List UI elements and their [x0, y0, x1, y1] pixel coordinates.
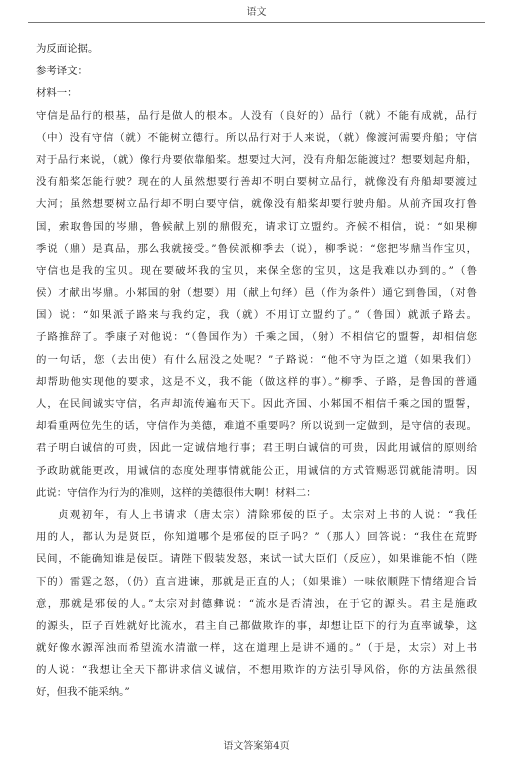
text-line: 用的人，都认为是贤臣，你知道哪个是邪佞的臣子吗？”（那人）回答说：“我住在荒野 — [36, 531, 477, 544]
text-line: 的一句话，您（去出使）有什么屈没之处呢？”子路说：“他不守为臣之道（如果我们） — [36, 353, 477, 366]
page-header — [28, 6, 485, 23]
text-line: （中）没有守信（就）不能树立德行。所以品行对于人来说，（就）像渡河需要舟船；守信 — [36, 131, 477, 144]
text-line: 国，索取鲁国的岑鼎，鲁候献上别的鼎假充，请求订立盟约。齐候不相信，说：“如果柳 — [36, 220, 477, 233]
text-line: 民间，不能确知谁是佞臣。请陛下假装发怒，来试一试大臣们（反应），如果谁能不怕（陛 — [36, 553, 477, 566]
text-line: 子路推辞了。季康子对他说：“（鲁国作为）千乘之国，（射）不相信它的盟誓，却相信您 — [36, 331, 477, 344]
page-footer — [0, 740, 513, 754]
text-line: 国）说：“如果派子路来与我约定，我（就）不用订立盟约了。”（鲁国）就派子路去。 — [36, 309, 477, 322]
text-line: 却看重两位先生的话，守信作为美德，难道不重要吗？所以说到一定做到，是守信的表现。 — [36, 420, 477, 433]
text-line: 下的）雷霆之怒，（仍）直言进谏，那就是正直的人；（如果谁）一味依顺陛下情绪迎合旨 — [36, 575, 477, 588]
section-heading: 材料一： — [36, 87, 78, 100]
text-line: 对于品行来说，（就）像行舟要依靠船桨。想要过大河，没有舟船怎能渡过？想要划起舟船， — [36, 153, 477, 166]
text-line: 的源头，臣子百姓就好比流水，君主自己都做欺诈的事，却想让臣下的行为直率诚挚，这 — [36, 619, 477, 632]
text-line: 此说：守信作为行为的准则，这样的美德很伟大啊！材料二： — [36, 486, 317, 499]
text-line: 没有船桨怎能行驶？现在的人虽然想要行善却不明白要树立品行，就像没有舟船却要渡过 — [36, 176, 477, 189]
text-line: 好，但我不能采纳。” — [36, 686, 130, 699]
document-body — [36, 38, 477, 704]
text-line: 参考译文： — [36, 65, 88, 78]
text-line: 意，那就是邪佞的人。”太宗对封德彝说：“流水是否清浊，在于它的源头。君主是施政 — [36, 597, 477, 610]
text-line: 的人说：“我想让全天下都讲求信义诚信，不想用欺诈的方法引导风俗，你的方法虽然很 — [36, 664, 477, 677]
text-line: 守信也是我的宝贝。现在要破坏我的宝贝，来保全您的宝贝，这是我难以办到的。”（鲁 — [36, 264, 477, 277]
text-line: 人，在民间诚实守信，名声却流传遍布天下。因此齐国、小邾国不相信千乘之国的盟誓， — [36, 398, 477, 410]
text-line: 守信是品行的根基，品行是做人的根本。人没有（良好的）品行（就）不能有成就，品行 — [36, 109, 477, 122]
text-line: 却帮助他实现他的要求，这是不义，我不能（做这样的事）。”柳季、子路，是鲁国的普通 — [36, 375, 477, 388]
text-line: 侯）才献出岑鼎。小邾国的射（想要）用（献上句绎）邑（作为条件）通它到鲁国，（对鲁 — [36, 287, 477, 300]
text-line: 大河；虽然想要树立品行却不明白要守信，就像没有船桨却要行驶舟船。从前齐国攻打鲁 — [36, 198, 477, 211]
text-line: 就好像水源浑浊而希望流水清澈一样，这在道理上是讲不通的。”（于是，太宗）对上书 — [36, 642, 477, 655]
text-line: 予政助就能更改，用诚信的态度处理事情就能公正，用诚信的方式管赐恶罚就能清明。因 — [36, 464, 477, 477]
text-line: 贞观初年，有人上书请求（唐太宗）清除邪佞的臣子。太宗对上书的人说：“我任 — [58, 508, 477, 521]
page-number: 语文答案第4页 — [223, 741, 290, 752]
text-line: 为反面论据。 — [36, 43, 99, 55]
text-line: 季说（鼎）是真品，那么我就接受。”鲁侯派柳季去（说），柳季说：“您把岑鼎当作宝贝， — [36, 242, 477, 255]
header-title: 语文 — [246, 7, 267, 18]
text-line: 君子明白诚信的可贵，因此一定诚信地行事；君王明白诚信的可贵，因此用诚信的原则给 — [36, 442, 477, 455]
